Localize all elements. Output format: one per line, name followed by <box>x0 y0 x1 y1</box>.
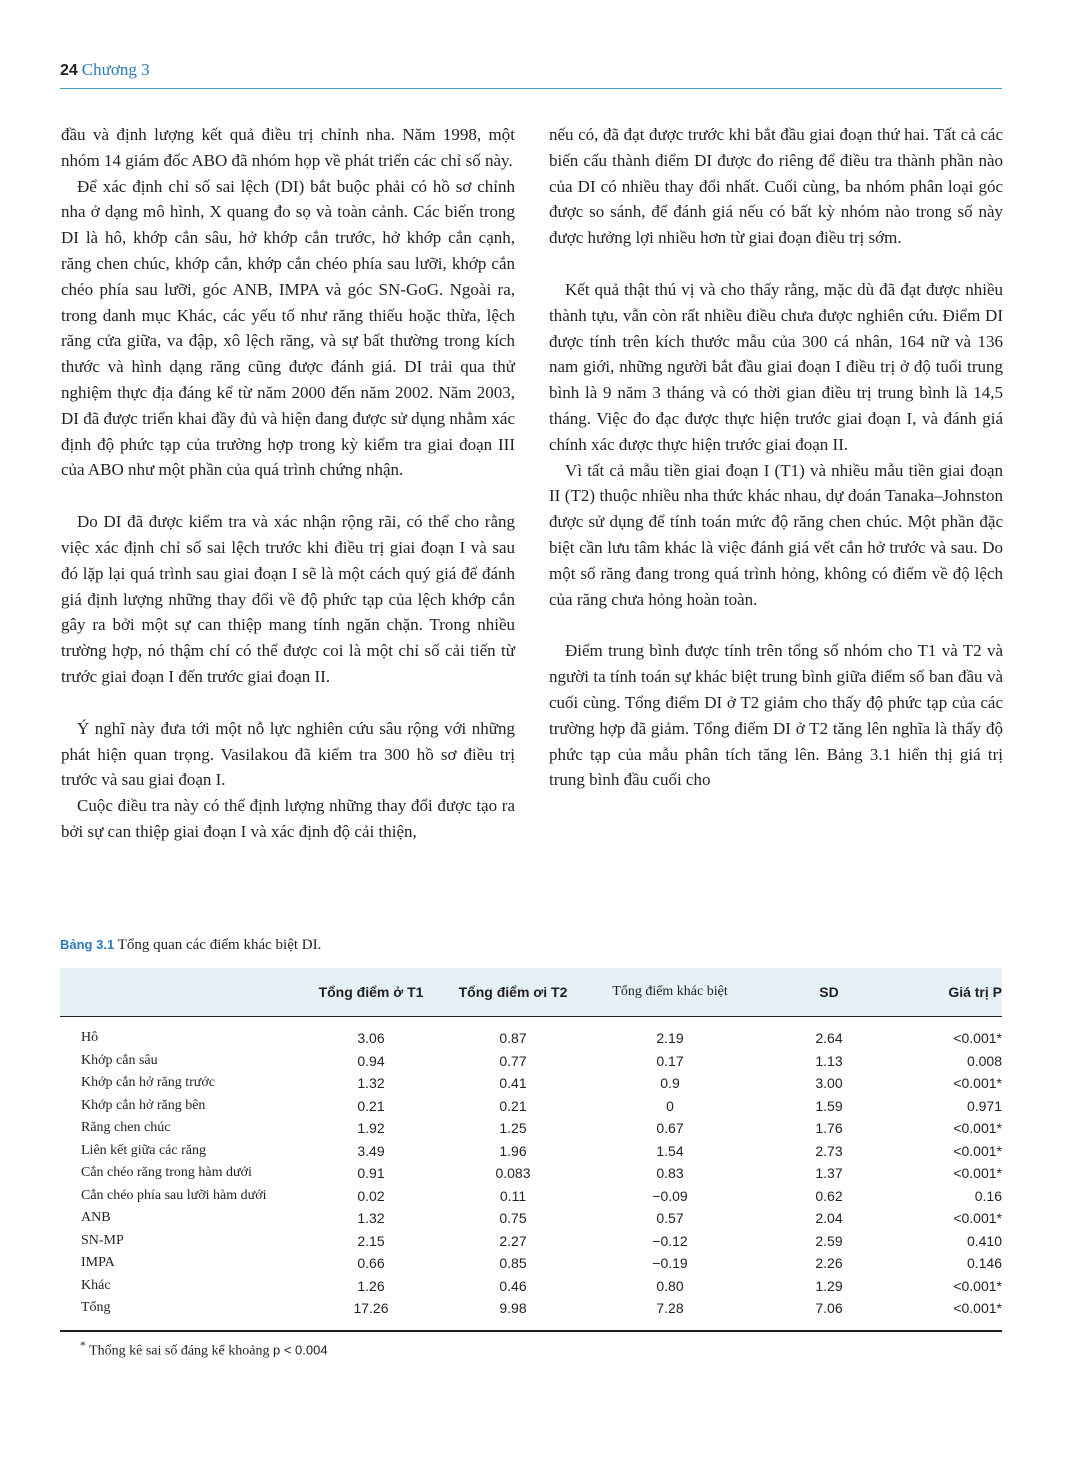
column-header: Tổng điểm ở T1 <box>318 984 424 1000</box>
table-cell: 2.26 <box>815 1255 843 1272</box>
table-cell: 0.85 <box>499 1255 527 1272</box>
table-row <box>60 1095 1002 1118</box>
table-cell: 0.46 <box>499 1277 527 1294</box>
table-label: Bảng 3.1 <box>60 937 115 952</box>
table-row <box>60 1017 1002 1050</box>
table-row <box>60 1050 1002 1073</box>
table-cell: 2.19 <box>656 1030 684 1047</box>
row-label: SN-MP <box>81 1232 124 1248</box>
table-cell: <0.001* <box>953 1030 1002 1047</box>
table-cell: 7.28 <box>584 1297 756 1331</box>
row-label: Hô <box>81 1030 99 1046</box>
paragraph: nếu có, đã đạt được trước khi bắt đầu giai đoạn thứ hai. Tất cả các biến cấu thành điểm DI được đo riêng để điều tra thành phần nào của DI có nhiều thay đổi nhất. Cuối cùng, ba nhóm phân loại góc được so sánh, để đánh giá nếu có bất kỳ nhóm nào trong số này được hưởng lợi nhiều hơn từ giai đoạn điều trị sớm. <box>549 125 1003 248</box>
table-cell: 0.87 <box>499 1030 527 1047</box>
footnote-mark: * <box>80 1339 86 1352</box>
row-label: Răng chen chúc <box>81 1120 171 1136</box>
left-column <box>61 122 515 845</box>
table-cell: 0.91 <box>357 1165 385 1182</box>
di-table <box>60 968 1002 1332</box>
paragraph: Kết quả thật thú vị và cho thấy rằng, mặc dù đã đạt được nhiều thành tựu, vẫn còn rất nhiều điều chưa được nghiên cứu. Điểm DI được tính trên kích thước mẫu của 300 cá nhân, 164 nữ và 136 nam giới, những người bắt đầu giai đoạn I điều trị ở độ tuổi trung bình là 9 năm 3 tháng và có thời gian điều trị trung bình là 14,5 tháng. Việc đo đạc được thực hiện trước giai đoạn I, và đánh giá chính xác được thực hiện trước giai đoạn II. <box>549 279 1003 454</box>
paragraph: đầu và định lượng kết quả điều trị chỉnh nha. Năm 1998, một nhóm 14 giám đốc ABO đã nhóm họp về phát triển các chỉ số này. <box>61 125 515 170</box>
table-cell: 0.17 <box>656 1052 684 1069</box>
table-cell: 7.06 <box>756 1297 902 1331</box>
table-cell: 0.75 <box>499 1210 527 1227</box>
table-cell: <0.001* <box>953 1277 1002 1294</box>
right-column <box>549 122 1003 793</box>
table-cell: 0.02 <box>357 1187 385 1204</box>
table-row <box>60 1185 1002 1208</box>
table-cell: 3.06 <box>357 1030 385 1047</box>
table-cell: 2.59 <box>815 1232 843 1249</box>
table-cell: 2.27 <box>499 1232 527 1249</box>
table-cell: 2.04 <box>815 1210 843 1227</box>
table-cell: 0.16 <box>974 1187 1002 1204</box>
table-row <box>60 1162 1002 1185</box>
table-cell: 1.26 <box>357 1277 385 1294</box>
row-label: ANB <box>81 1210 111 1226</box>
table-row <box>60 1207 1002 1230</box>
table-row <box>60 1117 1002 1140</box>
table-cell: <0.001* <box>902 1297 1002 1331</box>
table-cell: 0.9 <box>660 1075 680 1092</box>
table-cell: 3.00 <box>815 1075 843 1092</box>
table-cell: 1.76 <box>815 1120 843 1137</box>
paragraph: Để xác định chỉ số sai lệch (DI) bắt buộc phải có hồ sơ chỉnh nha ở dạng mô hình, X quang đo sọ và toàn cảnh. Các biến trong DI là hô, khớp cắn sâu, hở khớp cắn trước, hở khớp cắn cạnh, răng chen chúc, khớp cắn, khớp cắn chéo phía sau lưỡi, khớp cắn chéo phía sau lưỡi, góc ANB, IMPA và góc SN-GoG. Ngoài ra, trong danh mục Khác, các yếu tố như răng thiếu hoặc thừa, lệch răng cửa giữa, va đập, xô lệch răng, và sự bất thường trong kích thước và hình dạng răng cũng được đánh giá. DI trải qua thử nghiệm thực địa đáng kể từ năm 2000 đến năm 2002. Năm 2003, DI đã được triển khai đầy đủ và hiện đang được sử dụng nhằm xác định độ phức tạp của trường hợp trong kỳ kiểm tra giai đoạn III của ABO như một phần của quá trình chứng nhận. <box>61 176 515 480</box>
table-cell: 0.21 <box>499 1097 527 1114</box>
table-row <box>60 1230 1002 1253</box>
table-cell: 0.83 <box>656 1165 684 1182</box>
paragraph: Điểm trung bình được tính trên tổng số nhóm cho T1 và T2 và người ta tính toán sự khác biệt trung bình giữa điểm số ban đầu và cuối cùng. Tổng điểm DI ở T2 giảm cho thấy độ phức tạp của các trường hợp đã giảm. Tổng điểm DI ở T2 tăng lên nghĩa là thấy độ phức tạp của mẫu phân tích tăng lên. Bảng 3.1 hiển thị giá trị trung bình đầu cuối cho <box>549 641 1003 790</box>
table-cell: 1.59 <box>815 1097 843 1114</box>
table-cell: <0.001* <box>953 1120 1002 1137</box>
table-cell: 1.13 <box>815 1052 843 1069</box>
paragraph: Cuộc điều tra này có thể định lượng những thay đổi được tạo ra bởi sự can thiệp giai đoạn I và xác định độ cải thiện, <box>61 796 515 841</box>
table-caption <box>60 937 321 954</box>
column-header: SD <box>819 984 839 1000</box>
table-cell: 17.26 <box>300 1297 442 1331</box>
row-label: Khớp cắn hở răng trước <box>81 1075 215 1091</box>
table-cell: 0.80 <box>656 1277 684 1294</box>
table-header-row <box>60 968 1002 1017</box>
table-cell: 1.32 <box>357 1075 385 1092</box>
page-header <box>60 60 1002 89</box>
table-cell: 0.971 <box>966 1097 1002 1114</box>
table-cell: <0.001* <box>953 1210 1002 1227</box>
table-row <box>60 1072 1002 1095</box>
table-cell: 1.32 <box>357 1210 385 1227</box>
row-label: Cắn chéo phía sau lưỡi hàm dưới <box>81 1187 267 1203</box>
table-cell: <0.001* <box>953 1142 1002 1159</box>
table-cell: 0.11 <box>499 1187 527 1204</box>
table-cell: <0.001* <box>953 1165 1002 1182</box>
table-cell: 0 <box>666 1097 674 1114</box>
table-cell: 0.57 <box>656 1210 684 1227</box>
page-number: 24 <box>60 62 78 79</box>
table-cell: 1.37 <box>815 1165 843 1182</box>
table-caption-text: Tổng quan các điểm khác biệt DI. <box>117 937 322 953</box>
table-cell: 9.98 <box>442 1297 584 1331</box>
table-cell: 0.21 <box>357 1097 385 1114</box>
table-cell: 2.73 <box>815 1142 843 1159</box>
table-cell: 0.008 <box>966 1052 1002 1069</box>
row-label: Khác <box>81 1277 111 1293</box>
table-row <box>60 1140 1002 1163</box>
paragraph: Ý nghĩ này đưa tới một nỗ lực nghiên cứu sâu rộng với những phát hiện quan trọng. Vasilakou đã kiểm tra 300 hồ sơ điều trị trước và sau giai đoạn I. <box>61 718 515 790</box>
table-cell: 0.94 <box>357 1052 385 1069</box>
table-cell: <0.001* <box>953 1075 1002 1092</box>
table-cell: 1.25 <box>499 1120 527 1137</box>
chapter-title: Chương 3 <box>81 60 150 79</box>
table-cell: 0.083 <box>495 1165 531 1182</box>
table-cell: 2.15 <box>357 1232 385 1249</box>
table-cell: 0.77 <box>499 1052 527 1069</box>
table-cell: 1.29 <box>815 1277 843 1294</box>
row-label: Khớp cắn sâu <box>81 1052 158 1068</box>
footnote-formula: p < 0.004 <box>273 1342 328 1358</box>
row-label: Liên kết giữa các răng <box>81 1142 206 1158</box>
column-header: Giá trị P <box>948 984 1002 1000</box>
row-label: Tổng <box>60 1297 300 1331</box>
paragraph: Vì tất cả mẫu tiền giai đoạn I (T1) và nhiều mẫu tiền giai đoạn II (T2) thuộc nhiều nha thức khác nhau, dự đoán Tanaka–Johnston được sử dụng để tính toán mức độ răng chen chúc. Một phần đặc biệt cần lưu tâm khác là việc đánh giá vết cắn hở trước và sau. Do một số răng đang trong quá trình hỏng, không có điểm về độ lệch của răng chưa hỏng hoàn toàn. <box>549 460 1003 609</box>
table-cell: 1.54 <box>656 1142 684 1159</box>
table-row <box>60 1297 1002 1331</box>
table-cell: −0.12 <box>652 1232 688 1249</box>
column-header: Tổng điểm khác biệt <box>612 984 728 999</box>
table-cell: −0.09 <box>652 1187 688 1204</box>
table-cell: 1.96 <box>499 1142 527 1159</box>
table-cell: 2.64 <box>815 1030 843 1047</box>
table-cell: −0.19 <box>652 1255 688 1272</box>
table-cell: 0.41 <box>499 1075 527 1092</box>
table-cell: 0.62 <box>815 1187 843 1204</box>
table-cell: 0.146 <box>966 1255 1002 1272</box>
table-cell: 0.67 <box>656 1120 684 1137</box>
table-cell: 0.410 <box>966 1232 1002 1249</box>
row-label: Khớp cắn hở răng bên <box>81 1097 206 1113</box>
footnote-text: Thống kê sai số đáng kể khoảng <box>89 1343 273 1359</box>
table-cell: 0.66 <box>357 1255 385 1272</box>
table-row <box>60 1275 1002 1298</box>
table-footnote <box>80 1339 328 1360</box>
table-cell: 3.49 <box>357 1142 385 1159</box>
table-cell: 1.92 <box>357 1120 385 1137</box>
row-label: IMPA <box>81 1255 115 1271</box>
row-label: Cắn chéo răng trong hàm dưới <box>81 1165 252 1181</box>
paragraph: Do DI đã được kiểm tra và xác nhận rộng rãi, có thể cho rằng việc xác định chỉ số sai lệch trước khi điều trị giai đoạn I và sau đó lặp lại quá trình sau giai đoạn I sẽ là một cách quý giá để đánh giá định lượng những thay đổi về độ phức tạp của lệch khớp cắn gây ra bởi một sự can thiệp mang tính ngăn chặn. Trong nhiều trường hợp, nó thậm chí có thể được coi là một chỉ số cải tiến từ trước giai đoạn I đến trước giai đoạn II. <box>61 512 515 686</box>
column-header: Tổng điểm ơi T2 <box>458 984 568 1000</box>
table-row <box>60 1252 1002 1275</box>
column-header <box>60 968 300 1017</box>
